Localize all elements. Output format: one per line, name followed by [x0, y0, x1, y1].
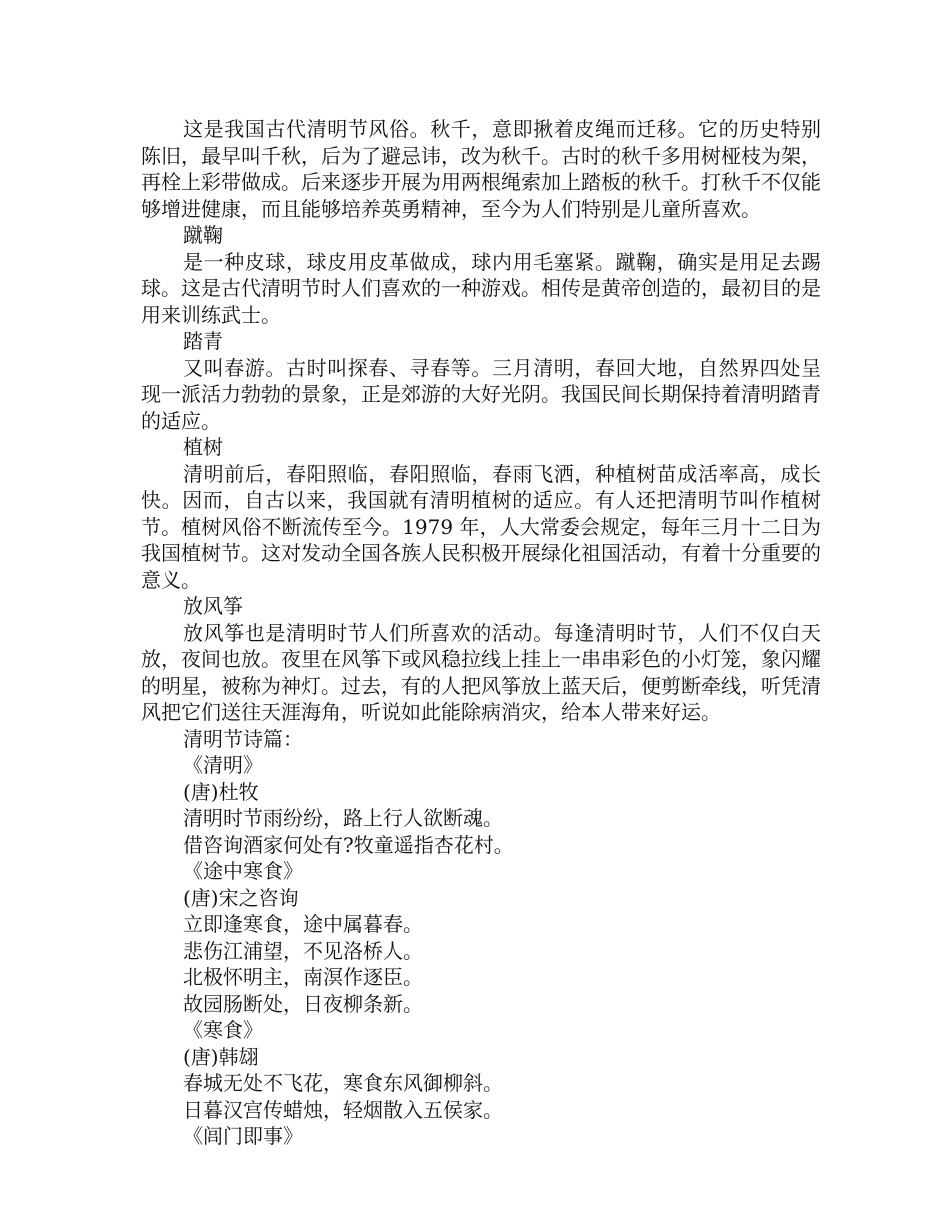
section-body-zhishu: 清明前后，春阳照临，春阳照临，春雨飞洒，种植树苗成活率高，成长快。因而，自古以来，我国就有清明植树的适应。有人还把清明节叫作植树节。植树风俗不断流传至今。1979 年，人大常委会规定，每年三月十二日为我国植树节。这对发动全国各族人民积极开展绿化祖国活动，有着十分重要的意义。: [141, 461, 821, 592]
document-body: [141, 116, 821, 1150]
poem-line: 北极怀明主，南溟作逐臣。: [183, 965, 423, 989]
poem-line: 立即逢寒食，途中属暮春。: [183, 912, 423, 936]
poems-heading: 清明节诗篇：: [183, 726, 303, 751]
section-body-taqing: 又叫春游。古时叫探春、寻春等。三月清明，春回大地，自然界四处呈现一派活力勃勃的景象，正是郊游的大好光阴。我国民间长期保持着清明踏青的适应。: [141, 355, 821, 433]
poem-line: 日暮汉宫传蜡烛，轻烟散入五侯家。: [183, 1097, 503, 1122]
poem-title: 《途中寒食》: [183, 859, 303, 883]
section-heading-taqing: 踏青: [183, 329, 223, 353]
poem-line: 借咨询酒家何处有?牧童遥指杏花村。: [183, 832, 514, 857]
poem-author: (唐)韩翃: [183, 1044, 259, 1069]
poem-title: 《闾门即事》: [183, 1124, 303, 1148]
poem-line: 悲伤江浦望，不见洛桥人。: [183, 938, 423, 963]
poem-line: 故园肠断处，日夜柳条新。: [183, 991, 423, 1016]
section-heading-cuju: 蹴鞠: [183, 223, 223, 247]
poem-line: 春城无处不飞花，寒食东风御柳斜。: [183, 1071, 503, 1095]
section-body-cuju: 是一种皮球，球皮用皮革做成，球内用毛塞紧。蹴鞠，确实是用足去踢球。这是古代清明节时人们喜欢的一种游戏。相传是黄帝创造的，最初目的是用来训练武士。: [141, 249, 821, 327]
section-heading-zhishu: 植树: [183, 435, 223, 459]
poem-title: 《清明》: [183, 753, 263, 777]
poem-author: (唐)宋之咨询: [183, 885, 299, 910]
section-body-fengzheng: 放风筝也是清明时节人们所喜欢的活动。每逢清明时节，人们不仅白天放，夜间也放。夜里在风筝下或风稳拉线上挂上一串串彩色的小灯笼，象闪耀的明星，被称为神灯。过去，有的人把风筝放上蓝天后，便剪断牵线，听凭清风把它们送往天涯海角，听说如此能除病消灾，给本人带来好运。: [141, 620, 821, 724]
section-heading-fengzheng: 放风筝: [183, 594, 243, 618]
poem-line: 清明时节雨纷纷，路上行人欲断魂。: [183, 806, 503, 830]
intro-paragraph: 这是我国古代清明节风俗。秋千，意即揪着皮绳而迁移。它的历史特别陈旧，最早叫千秋，后为了避忌讳，改为秋千。古时的秋千多用树桠枝为架，再栓上彩带做成。后来逐步开展为用两根绳索加上踏板的秋千。打秋千不仅能够增进健康，而且能够培养英勇精神，至今为人们特别是儿童所喜欢。: [141, 117, 821, 221]
poem-author: (唐)杜牧: [183, 779, 259, 804]
poem-title: 《寒食》: [183, 1018, 263, 1042]
